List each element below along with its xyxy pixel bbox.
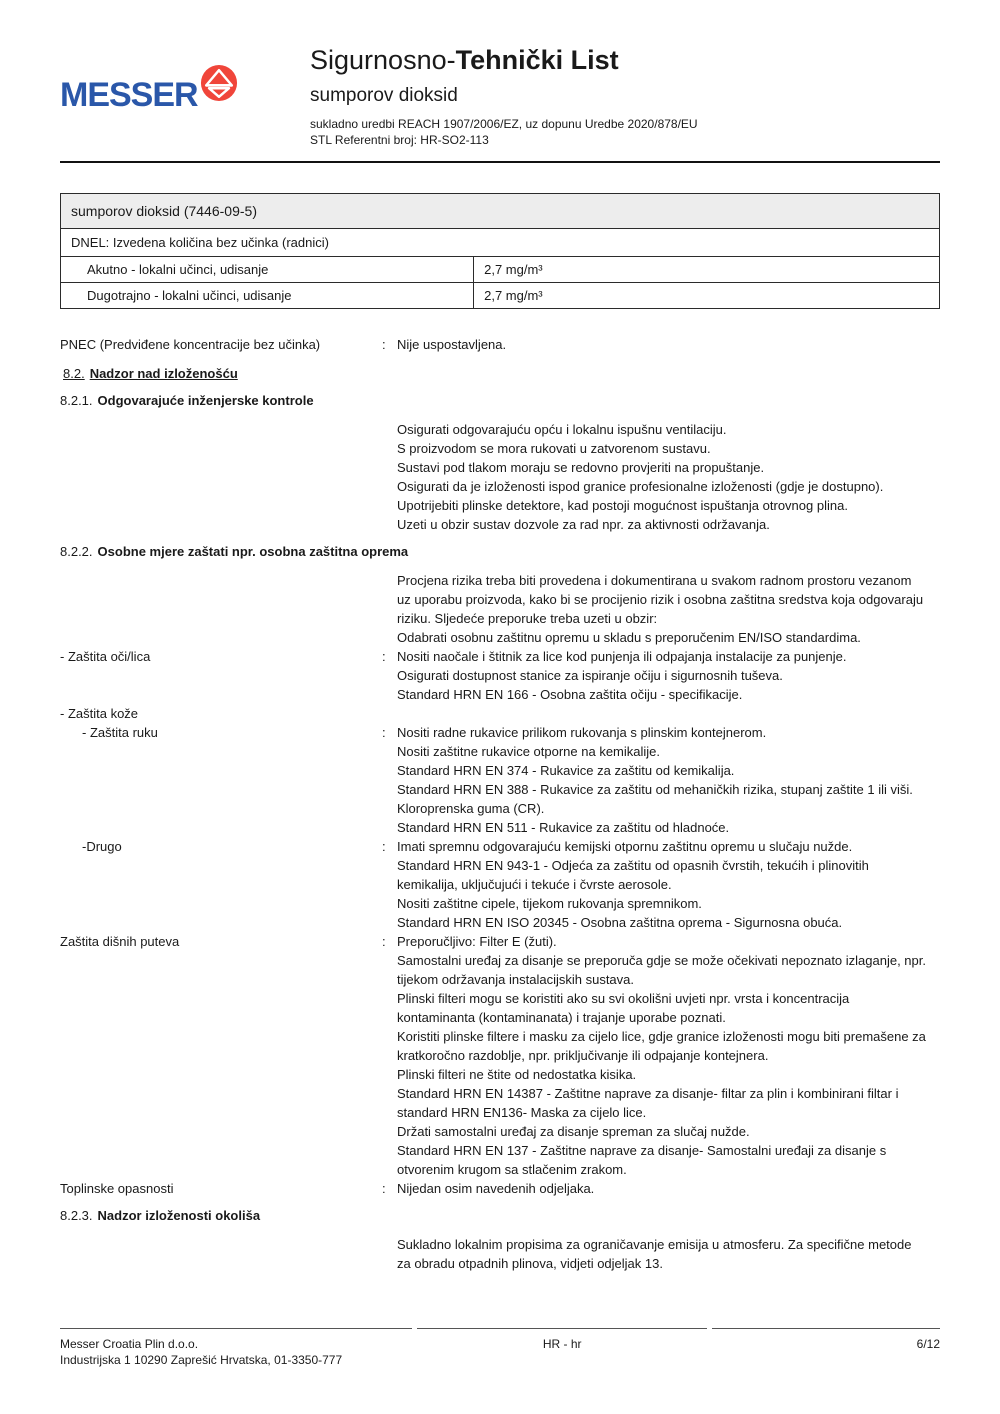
section-number: 8.2.2. (60, 543, 93, 559)
field-row (60, 335, 940, 354)
value-line: Nijedan osim navedenih odjeljaka. (397, 1180, 595, 1196)
section-heading (60, 364, 940, 383)
table-row (61, 256, 940, 282)
field-row (60, 723, 940, 837)
field-row (60, 647, 940, 704)
value-line: Preporučljivo: Filter E (žuti). (397, 933, 557, 949)
field-value (397, 723, 940, 837)
value-line: riziku. Sljedeće preporuke treba uzeti u obzir: (397, 610, 658, 626)
value-line: Standard HRN EN 166 - Osobna zaštita očiju - specifikacije. (397, 686, 743, 702)
value-line: Standard HRN EN ISO 20345 - Osobna zaštitna oprema - Sigurnosna obuća. (397, 914, 843, 930)
value-line: Držati samostalni uređaj za disanje spreman za slučaj nužde. (397, 1123, 750, 1139)
messer-wordmark: MESSER (60, 76, 198, 114)
field-label: Toplinske opasnosti (60, 1180, 174, 1196)
field-colon: : (382, 724, 386, 740)
value-line: Plinski filteri ne štite od nedostatka kisika. (397, 1066, 637, 1082)
document-title-bold: Tehnički List (455, 45, 619, 75)
field-colon: : (382, 336, 386, 352)
value-line: Odabrati osobnu zaštitnu opremu u skladu s preporučenim EN/ISO standardima. (397, 629, 861, 645)
title-block (310, 46, 940, 148)
value-line: Nositi zaštitne cipele, tijekom rukovanja spremnikom. (397, 895, 702, 911)
value-line: Standard HRN EN 388 - Rukavice za zaštitu od mehaničkih rizika, stupanj zaštite 1 ili viši. (397, 781, 913, 797)
field-label: - Zaštita kože (60, 705, 139, 721)
document-title (310, 46, 940, 76)
value-line: Nije uspostavljena. (397, 336, 507, 352)
value-line: Nositi radne rukavice prilikom rukovanja s plinskim kontejnerom. (397, 724, 767, 740)
table-row (61, 282, 940, 308)
value-line: Nositi zaštitne rukavice otporne na kemikalije. (397, 743, 661, 759)
value-line: Sustavi pod tlakom moraju se redovno provjeriti na propuštanje. (397, 459, 765, 475)
document-title-regular: Sigurnosno- (310, 45, 456, 75)
section-number: 8.2.1. (60, 392, 93, 408)
dnel-table-subtitle: DNEL: Izvedena količina bez učinka (radnici) (61, 228, 940, 256)
section-heading (60, 391, 940, 410)
field-row (60, 571, 940, 647)
value-line: kratkoročno razdoblje, npr. priključivanje ili odpajanje kontejnera. (397, 1047, 769, 1063)
field-value (397, 932, 940, 1179)
value-line: Kloroprenska guma (CR). (397, 800, 545, 816)
reference-line: STL Referentni broj: HR-SO2-113 (310, 132, 489, 147)
section-heading (60, 1206, 940, 1225)
field-row (60, 1179, 940, 1198)
field-value (397, 420, 940, 534)
section-heading (60, 542, 940, 561)
field-row (60, 837, 940, 932)
field-row (60, 932, 940, 1179)
section-number: 8.2.3. (60, 1207, 93, 1223)
value-line: Upotrijebiti plinske detektore, kad postoji mogućnost ispuštanja otrovnog plina. (397, 497, 848, 513)
value-line: S proizvodom se mora rukovati u zatvorenom sustavu. (397, 440, 711, 456)
field-colon: : (382, 933, 386, 949)
value-line: Standard HRN EN 14387 - Zaštitne naprave za disanje- filtar za plin i kombinirani filtar i (397, 1085, 899, 1101)
value-line: kontaminanta (kontaminanata) i trajanje uporabe poznati. (397, 1009, 726, 1025)
value-line: Osigurati dostupnost stanice za ispiranje očiju i sigurnosnih tuševa. (397, 667, 783, 683)
value-line: Uzeti u obzir sustav dozvole za rad npr. za aktivnosti održavanja. (397, 516, 770, 532)
footer-page-number: 6/12 (712, 1328, 940, 1368)
footer-company-name: Messer Croatia Plin d.o.o. (60, 1337, 199, 1351)
section-number: 8.2. (63, 365, 85, 381)
value-line: Standard HRN EN 943-1 - Odjeća za zaštitu od opasnih čvrstih, tekućih i plinovitih (397, 857, 869, 873)
field-label: PNEC (Predviđene koncentracije bez učinka) (60, 336, 321, 352)
dnel-table-subtitle-row (61, 228, 940, 256)
field-value (397, 1235, 940, 1273)
value-line: Sukladno lokalnim propisima za ograničavanje emisija u atmosferu. Za specifične metode (397, 1236, 912, 1252)
field-label: - Zaštita oči/lica (60, 648, 151, 664)
dnel-row-value: 2,7 mg/m³ (474, 282, 940, 308)
value-line: tijekom održavanja instalacijskih sustava. (397, 971, 634, 987)
value-line: otvorenim krugom sa stlačenim zrakom. (397, 1161, 627, 1177)
value-line: Imati spremnu odgovarajuću kemijski otpornu zaštitnu opremu u slučaju nužde. (397, 838, 853, 854)
field-value (397, 837, 940, 932)
field-colon: : (382, 648, 386, 664)
field-label: Zaštita dišnih puteva (60, 933, 180, 949)
field-colon: : (382, 1180, 386, 1196)
content-flow (60, 335, 940, 1273)
field-value (397, 647, 940, 704)
dnel-row-label: Dugotrajno - lokalni učinci, udisanje (61, 282, 474, 308)
value-line: Plinski filteri mogu se koristiti ako su svi okolišni uvjeti npr. vrsta i koncentracija (397, 990, 850, 1006)
value-line: standard HRN EN136- Maska za cijelo lice. (397, 1104, 647, 1120)
field-row (60, 704, 940, 723)
value-line: Standard HRN EN 511 - Rukavice za zaštitu od hladnoće. (397, 819, 730, 835)
header-divider (60, 161, 940, 163)
footer-language: HR - hr (417, 1328, 707, 1368)
field-row (60, 420, 940, 534)
messer-logo-icon (200, 64, 238, 102)
field-colon: : (382, 838, 386, 854)
product-name: sumporov dioksid (310, 84, 458, 106)
messer-logo (60, 78, 310, 112)
field-label: -Drugo (82, 838, 122, 854)
dnel-table (60, 193, 940, 309)
value-line: za obradu otpadnih plinova, vidjeti odjeljak 13. (397, 1255, 663, 1271)
value-line: Samostalni uređaj za disanje se preporuča gdje se može očekivati nepoznato izlaganje, npr. (397, 952, 926, 968)
field-label: - Zaštita ruku (82, 724, 158, 740)
field-value (397, 335, 940, 354)
value-line: kemikalija, uključujući i tekuće i čvrste aerosole. (397, 876, 672, 892)
footer-company (60, 1328, 412, 1368)
value-line: Osigurati odgovarajuću opću i lokalnu ispušnu ventilaciju. (397, 421, 727, 437)
header (60, 46, 940, 148)
value-line: Koristiti plinske filtere i masku za cijelo lice, gdje granice izloženosti mogu biti premašene za (397, 1028, 926, 1044)
section-title: Nadzor nad izloženošću (89, 365, 238, 381)
value-line: Osigurati da je izloženosti ispod granice profesionalne izloženosti (gdje je dostupno). (397, 478, 884, 494)
value-line: Nositi naočale i štitnik za lice kod punjenja ili odpajanja instalacije za punjenje. (397, 648, 847, 664)
regulation-line: sukladno uredbi REACH 1907/2006/EZ, uz dopunu Uredbe 2020/878/EU (310, 116, 698, 131)
field-row (60, 1235, 940, 1273)
dnel-table-title-row (61, 193, 940, 228)
dnel-row-label: Akutno - lokalni učinci, udisanje (61, 256, 474, 282)
section-title: Osobne mjere zaštati npr. osobna zaštitna oprema (97, 543, 409, 559)
section-title: Nadzor izloženosti okoliša (97, 1207, 261, 1223)
field-value (397, 571, 940, 647)
field-value (397, 1179, 940, 1198)
dnel-table-title: sumporov dioksid (7446-09-5) (61, 193, 940, 228)
dnel-row-value: 2,7 mg/m³ (474, 256, 940, 282)
value-line: uz uporabu proizvoda, kako bi se procijenio rizik i osobna zaštitna sredstva koja odgovaraju (397, 591, 924, 607)
value-line: Standard HRN EN 374 - Rukavice za zaštitu od kemikalija. (397, 762, 735, 778)
footer-company-address: Industrijska 1 10290 Zaprešić Hrvatska, 01-3350-777 (60, 1353, 343, 1367)
value-line: Standard HRN EN 137 - Zaštitne naprave za disanje- Samostalni uređaji za disanje s (397, 1142, 887, 1158)
value-line: Procjena rizika treba biti provedena i dokumentirana u svakom radnom prostoru vezanom (397, 572, 912, 588)
section-title: Odgovarajuće inženjerske kontrole (97, 392, 314, 408)
footer (60, 1328, 940, 1368)
